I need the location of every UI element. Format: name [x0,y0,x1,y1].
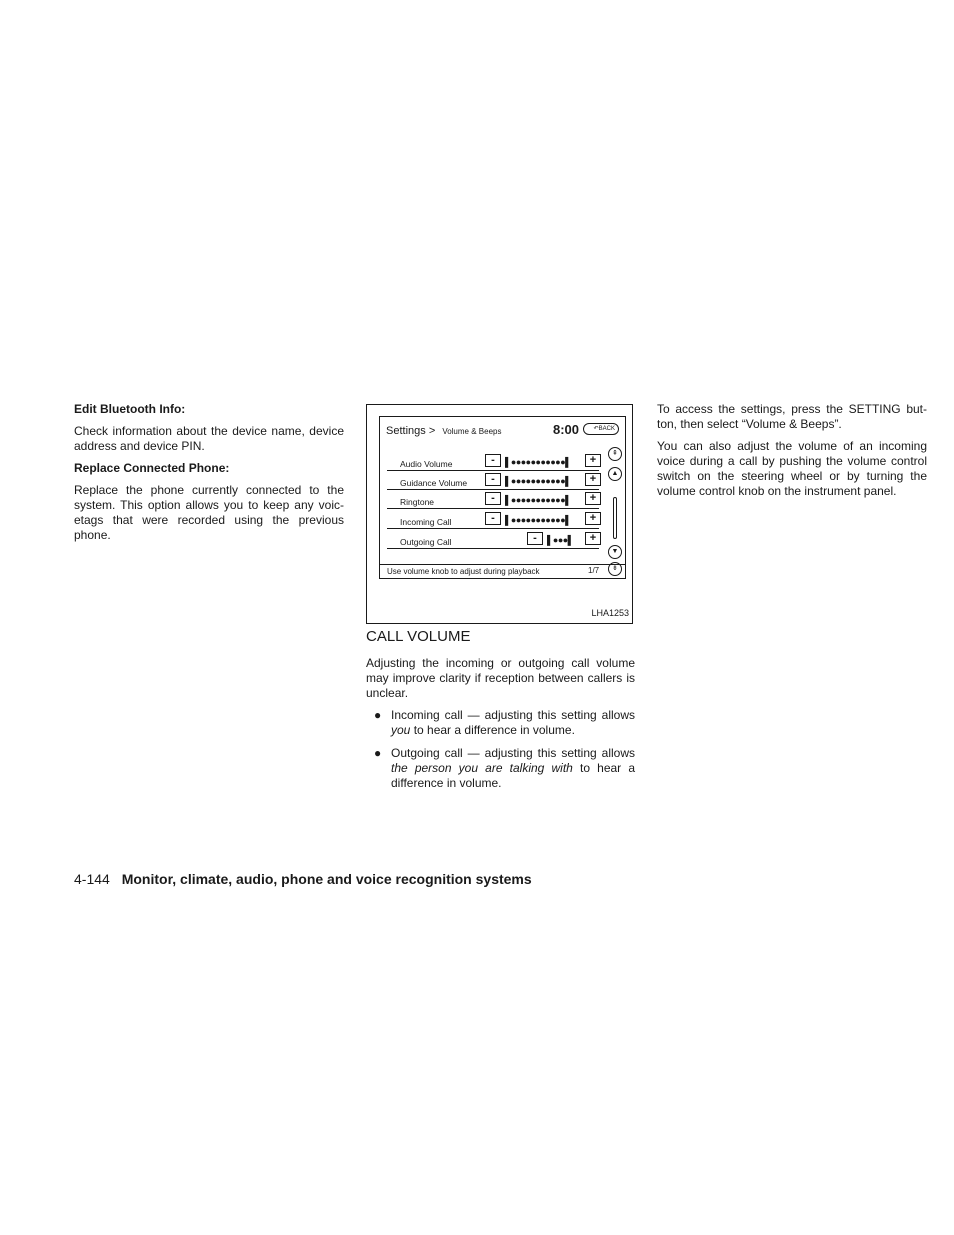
volume-level-bar: ▌●●●●●●●●●●●▌ [505,495,572,505]
volume-level-bar: ▌●●●▌ [547,535,574,545]
list-item [366,708,635,738]
scrollbar[interactable] [606,447,626,577]
plus-button[interactable]: + [585,454,601,467]
page-up-icon[interactable]: ⇞ [608,447,622,461]
bullet-emphasis: the person you are talking with [391,761,573,775]
screen-title [386,424,501,439]
plus-button[interactable]: + [585,512,601,525]
plus-button[interactable]: + [585,492,601,505]
page-number: 4-144 [74,871,110,887]
bullet-icon: ● [374,746,382,760]
bullet-icon: ● [374,708,382,722]
volume-row-guidance[interactable] [387,471,599,490]
back-label: BACK [598,426,615,432]
bullet-text-b: to hear a difference in volume. [410,723,575,737]
volume-row-outgoing[interactable] [387,530,599,549]
left-column [74,402,344,550]
bullet-text-a: Incoming call — adjusting this setting allows [391,708,635,722]
call-volume-heading: CALL VOLUME [366,628,471,645]
bullet-emphasis: you [391,723,411,737]
adjust-volume-text: You can also adjust the volume of an incoming voice during a call by pushing the volume control switch on the steering wheel or by turning the volume control knob on the instrument panel. [657,439,927,498]
scroll-up-icon[interactable]: ▲ [608,467,622,481]
back-button[interactable] [583,423,619,435]
call-volume-intro: Adjusting the incoming or outgoing call volume may improve clarity if reception between callers is unclear. [366,656,635,700]
volume-level-bar: ▌●●●●●●●●●●●▌ [505,515,572,525]
plus-button[interactable]: + [585,532,601,545]
row-label: Outgoing Call [400,537,452,547]
minus-button[interactable]: - [485,492,501,505]
minus-button[interactable]: - [485,473,501,486]
screen-hint: Use volume knob to adjust during playback [380,564,625,578]
bullet-text-a: Outgoing call — adjusting this setting allows [391,746,635,760]
access-settings-text: To access the settings, press the SETTING but-ton, then select “Volume & Beeps”. [657,402,927,431]
call-volume-list [366,708,635,791]
page-indicator: 1/7 [588,566,600,575]
page-down-icon[interactable]: ⇟ [608,562,622,576]
list-item [366,746,635,791]
scroll-track[interactable] [613,497,617,539]
minus-button[interactable]: - [485,454,501,467]
page-footer [74,871,532,887]
volume-row-incoming[interactable] [387,510,599,529]
right-column [657,402,927,506]
volume-row-ringtone[interactable] [387,490,599,509]
row-label: Guidance Volume [400,478,468,488]
screen-clock: 8:00 [553,422,580,437]
settings-screen [379,416,626,579]
volume-level-bar: ▌●●●●●●●●●●●▌ [505,457,572,467]
screen-subtitle: Volume & Beeps [442,427,502,436]
replace-phone-heading: Replace Connected Phone: [74,461,230,475]
volume-row-audio[interactable] [387,452,599,471]
figure-label: LHA1253 [591,608,629,618]
volume-level-bar: ▌●●●●●●●●●●●▌ [505,476,572,486]
minus-button[interactable]: - [527,532,543,545]
screen-title-arrow: > [428,425,436,437]
scroll-down-icon[interactable]: ▼ [608,545,622,559]
screen-title-main: Settings [386,425,426,437]
replace-phone-text: Replace the phone currently connected to the system. This option allows you to keep any voic-etags that were recorded using the previous phone. [74,483,344,542]
section-title: Monitor, climate, audio, phone and voice recognition systems [121,871,532,887]
row-label: Incoming Call [400,517,452,527]
volume-settings-figure [366,404,633,624]
edit-bluetooth-heading: Edit Bluetooth Info: [74,402,186,416]
volume-list [387,452,599,564]
edit-bluetooth-text: Check information about the device name, device address and device PIN. [74,424,344,453]
back-arrow-icon: ↶ [593,426,599,432]
minus-button[interactable]: - [485,512,501,525]
row-label: Ringtone [400,497,435,507]
plus-button[interactable]: + [585,473,601,486]
row-label: Audio Volume [400,459,453,469]
middle-column [366,404,635,799]
bullet-text-b: to hear a difference in volume. [391,761,635,790]
